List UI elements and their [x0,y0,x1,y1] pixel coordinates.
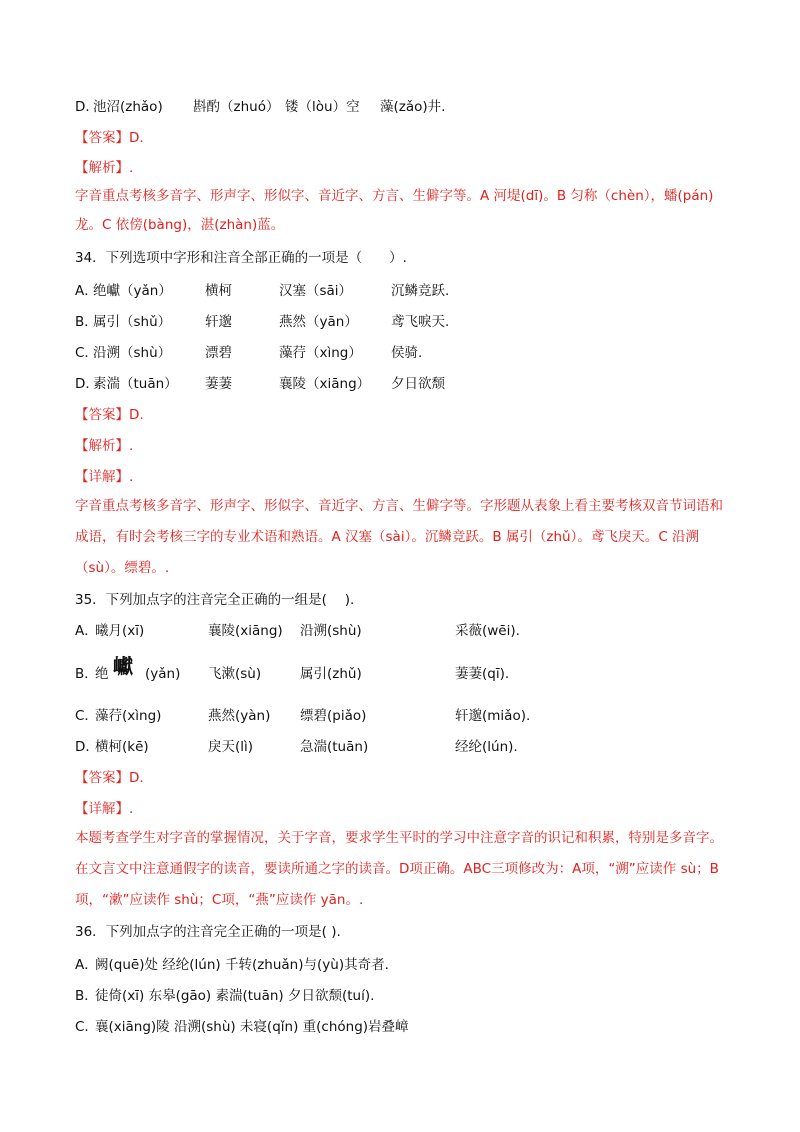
option-label: B． [75,314,98,330]
q35-stem: 35．下列加点字的注音完全正确的一组是( ). [75,592,355,608]
option-term-a-prefix: 绝 [95,666,109,682]
option-term-a: 绝巘（yǎn） [93,283,172,299]
option-term-d: 鸢飞唳天. [391,314,450,330]
q35-detail-label: 【详解】. [75,801,134,817]
option-label: A． [75,957,98,973]
q33-answer: 【答案】D. [75,130,144,146]
option-term-a: 曦月(xī) [95,623,145,639]
option-label: D． [75,376,99,392]
q35-detail-text: 本题考查学生对字音的掌握情况，关于字音，要求学生平时的学习中注意字音的识记和积累，特别是多音字。在文言文中注意通假字的读音，要读所通之字的读音。D项正确。ABC三项修改为：A项，“溯”应读作 sù；B项，“漱”应读作 shù；C项，“燕”应读作 yān。. [75,830,723,908]
option-term-a: 沿溯（shù） [93,345,172,361]
q35-answer: 【答案】D. [75,770,144,786]
option-term-d: 采薇(wēi). [455,623,520,639]
option-term-a-pinyin: (yǎn) [145,666,181,682]
option-term-b: 漂碧 [205,345,232,361]
option-term-d: 侯骑. [391,345,423,361]
option-term-a: 属引（shǔ） [93,314,172,330]
option-term-d: 藻(zǎo)井. [380,99,446,115]
option-term-c: 襄陵（xiāng） [279,376,371,392]
option-term-a: 池沼(zhǎo) [93,99,163,115]
option-label: D． [75,739,99,755]
option-text: 徒倚(xī) 东皋(gāo) 素湍(tuān) 夕日欲颓(tuí). [95,988,375,1004]
option-term-b: 轩邈 [205,314,232,330]
option-term-d: 萋萋(qī). [455,666,510,682]
q33-analysis-text: 字音重点考核多音字、形声字、形似字、音近字、方言、生僻字等。A 河堤(dī)。B 匀称（chèn），蟠(pán)龙。C 依傍(bàng)，湛(zhàn)蓝。 [75,188,714,233]
option-term-d: 夕日欲颓 [391,376,445,392]
option-term-c: 缥碧(piǎo) [300,708,367,724]
option-term-a-large-char: 巘 [113,654,133,678]
option-term-b: 襄陵(xiāng) [208,623,283,639]
option-label: A． [75,623,98,639]
option-term-a: 藻荇(xìng) [95,708,162,724]
option-term-d: 沉鳞竞跃. [391,283,450,299]
q34-analysis-label: 【解析】. [75,438,134,454]
option-label: C． [75,345,98,361]
option-term-d: 经纶(lún). [455,739,518,755]
option-term-d: 轩邈(miǎo). [455,708,531,724]
q34-stem: 34．下列选项中字形和注音全部正确的一项是（ ）. [75,250,407,266]
option-term-a: 素湍（tuān） [93,376,178,392]
option-term-c: 属引(zhǔ) [300,666,362,682]
option-label: A． [75,283,98,299]
q34-detail-text: 字音重点考核多音字、形声字、形似字、音近字、方言、生僻字等。字形题从表象上看主要考核双音节词语和成语，有时会考核三字的专业术语和熟语。A 汉塞（sài）。沉鳞竞跃。B 属引（zhǔ）。鸢飞戾天。C 沿溯（sù）。缥碧。. [75,498,723,576]
q34-detail-label: 【详解】. [75,469,134,485]
option-term-a: 横柯(kē) [95,739,149,755]
option-term-b: 戾天(lì) [208,739,254,755]
option-term-c: 镂（lòu）空 [285,99,360,115]
q33-analysis-label: 【解析】. [75,160,134,176]
option-term-c: 汉塞（sāi） [279,283,353,299]
option-term-c: 沿溯(shù) [300,623,362,639]
option-label: B． [75,988,98,1004]
q35-option-b [75,654,510,687]
q36-stem: 36．下列加点字的注音完全正确的一项是( ). [75,924,341,940]
q34-answer: 【答案】D. [75,407,144,423]
option-label: D． [75,99,99,115]
option-text: 阙(quē)处 经纶(lún) 千转(zhuǎn)与(yù)其奇者. [95,957,389,973]
option-term-b: 燕然(yàn) [208,708,271,724]
option-term-b: 斟酌（zhuó） [193,99,280,115]
option-label: C． [75,708,98,724]
option-term-b: 横柯 [205,283,232,299]
option-term-c: 急湍(tuān) [300,739,369,755]
option-text: 襄(xiāng)陵 沿溯(shù) 未寝(qǐn) 重(chóng)岩叠嶂 [95,1019,409,1035]
option-term-b: 萋萋 [205,376,232,392]
option-term-c: 藻荇（xìng） [279,345,362,361]
option-term-c: 燕然（yān） [279,314,358,330]
option-label: B． [75,666,98,682]
option-term-b: 飞漱(sù) [208,666,262,682]
option-label: C． [75,1019,98,1035]
